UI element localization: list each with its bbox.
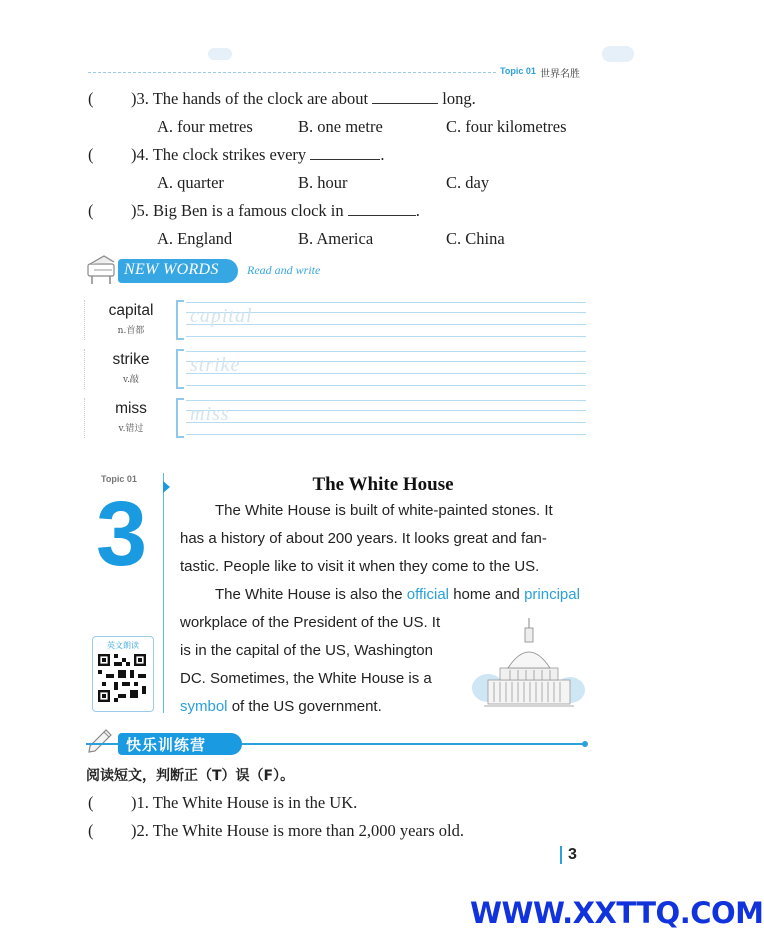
answer-blank bbox=[348, 201, 416, 216]
trace-word: capital bbox=[190, 305, 253, 327]
write-line bbox=[186, 373, 586, 374]
question-text-end: . bbox=[380, 145, 385, 164]
paragraph-2-line: DC. Sometimes, the White House is a bbox=[180, 670, 432, 687]
new-words-title: NEW WORDS bbox=[124, 261, 219, 278]
vocab-word: strike bbox=[112, 351, 150, 368]
header-title: 世界名胜 bbox=[540, 69, 580, 80]
question-3 bbox=[131, 89, 476, 109]
piano-icon bbox=[84, 252, 120, 288]
vocab-pos: v.敲 bbox=[123, 375, 139, 385]
write-line bbox=[186, 422, 586, 423]
write-line bbox=[186, 351, 586, 352]
trace-word: miss bbox=[190, 403, 230, 425]
capitol-building-illustration bbox=[470, 610, 588, 716]
vocab-word: capital bbox=[108, 302, 154, 319]
write-bracket bbox=[176, 398, 184, 438]
page-number: 3 bbox=[568, 846, 577, 863]
text-span: home and bbox=[453, 586, 520, 603]
text-span: of the US government. bbox=[231, 698, 382, 715]
pencil-icon bbox=[86, 724, 116, 752]
article-topic-tag: Topic 01 bbox=[101, 474, 137, 484]
question-paren: ( bbox=[88, 201, 94, 220]
text-span: The White House is also the bbox=[215, 586, 403, 603]
option-b: B. hour bbox=[298, 173, 348, 192]
paragraph-1-line: The White House is built of white-painted stones. It bbox=[215, 502, 553, 519]
highlight-word-principal: principal bbox=[524, 586, 580, 603]
option-c: C. day bbox=[446, 173, 490, 192]
tf-question-2: )2. The White House is more than 2,000 years old. bbox=[131, 821, 464, 840]
question-text-end: long. bbox=[442, 89, 476, 108]
question-text-end: . bbox=[415, 201, 420, 220]
paragraph-1-line: tastic. People like to visit it when they come to the US. bbox=[180, 558, 540, 575]
page-number-marker bbox=[560, 846, 562, 864]
highlight-word-symbol: symbol bbox=[180, 698, 228, 715]
question-text: )4. The clock strikes every bbox=[131, 145, 307, 164]
article-marker-icon bbox=[163, 481, 170, 493]
answer-blank bbox=[310, 145, 380, 160]
paragraph-1-line: has a history of about 200 years. It looks great and fan- bbox=[180, 530, 547, 547]
answer-blank bbox=[372, 89, 438, 104]
option-a: A. England bbox=[157, 229, 233, 248]
qr-label: 英文朗读 bbox=[107, 641, 139, 650]
qr-code-icon[interactable] bbox=[98, 654, 146, 702]
option-a: A. four metres bbox=[157, 117, 253, 136]
question-paren: ( bbox=[88, 145, 94, 164]
question-4 bbox=[131, 145, 384, 165]
header-divider bbox=[88, 72, 496, 73]
training-title: 快乐训练营 bbox=[126, 736, 207, 754]
write-line bbox=[186, 410, 586, 411]
word-row-strike bbox=[84, 349, 177, 389]
option-b: B. America bbox=[298, 229, 374, 248]
vocab-pos: n.首都 bbox=[117, 326, 145, 336]
write-bracket bbox=[176, 349, 184, 389]
option-c: C. China bbox=[446, 229, 505, 248]
cloud-decoration-right bbox=[602, 46, 634, 62]
new-words-subtitle: Read and write bbox=[247, 263, 321, 277]
write-line bbox=[186, 361, 586, 362]
article-divider bbox=[163, 473, 164, 713]
vocab-pos: v.错过 bbox=[118, 424, 144, 434]
question-text: )3. The hands of the clock are about bbox=[131, 89, 369, 108]
write-line bbox=[186, 385, 586, 386]
option-a: A. quarter bbox=[157, 173, 224, 192]
word-row-capital bbox=[84, 300, 177, 340]
write-bracket bbox=[176, 300, 184, 340]
cloud-decoration-left bbox=[208, 48, 232, 60]
question-5 bbox=[131, 201, 420, 221]
training-instruction: 阅读短文，判断正（T）误（F）。 bbox=[86, 768, 295, 784]
paragraph-2-line: is in the capital of the US, Washington bbox=[180, 642, 433, 659]
trace-word: strike bbox=[190, 354, 241, 376]
write-line bbox=[186, 302, 586, 303]
question-paren: ( bbox=[88, 793, 94, 812]
header-topic-tag: Topic 01 bbox=[500, 66, 536, 76]
paragraph-2-line: workplace of the President of the US. It bbox=[180, 614, 441, 631]
highlight-word-official: official bbox=[406, 586, 450, 603]
question-paren: ( bbox=[88, 821, 94, 840]
tf-question-1: )1. The White House is in the UK. bbox=[131, 793, 358, 812]
word-row-miss bbox=[84, 398, 177, 438]
option-b: B. one metre bbox=[298, 117, 383, 136]
write-line bbox=[186, 400, 586, 401]
question-text: )5. Big Ben is a famous clock in bbox=[131, 201, 344, 220]
article-number: 3 bbox=[96, 483, 148, 585]
question-paren: ( bbox=[88, 89, 94, 108]
training-divider-dot bbox=[582, 741, 588, 747]
paragraph-2-line bbox=[180, 698, 382, 715]
article-title: The White House bbox=[312, 474, 454, 495]
watermark: WWW.XXTTQ.COM bbox=[470, 896, 764, 930]
vocab-word: miss bbox=[115, 400, 147, 417]
write-line bbox=[186, 434, 586, 435]
paragraph-2-line bbox=[215, 586, 580, 603]
option-c: C. four kilometres bbox=[446, 117, 567, 136]
write-line bbox=[186, 336, 586, 337]
